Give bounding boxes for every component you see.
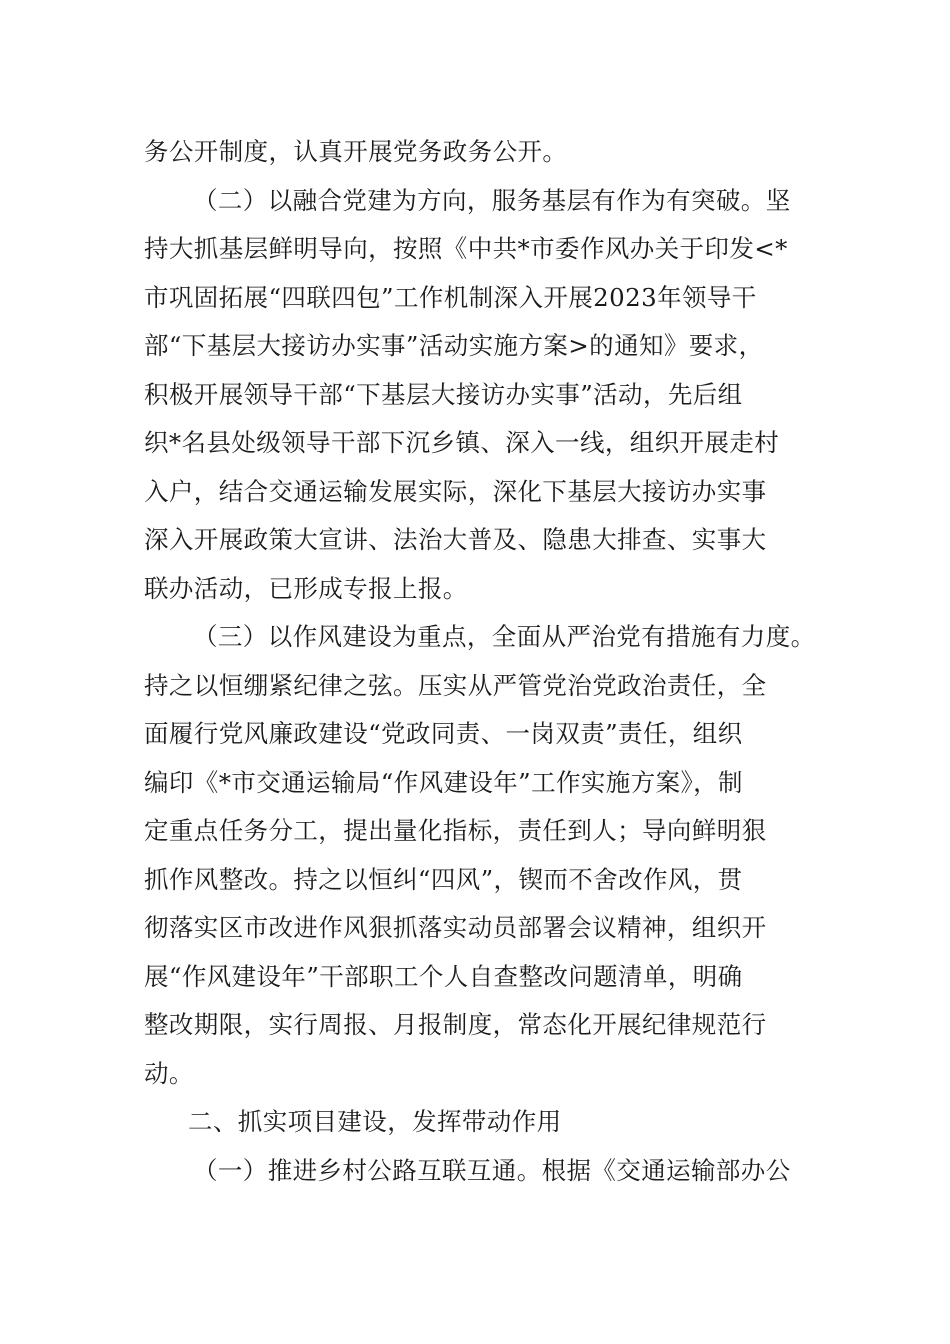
text-line: 抓作风整改。持之以恒纠“四风”，锲而不舍改作风，贯 — [144, 864, 743, 894]
text-line: 编印《*市交通运输局“作风建设年”工作实施方案》，制 — [144, 767, 743, 797]
section-heading — [144, 1098, 808, 1147]
text-line: 织*名县处级领导干部下沉乡镇、深入一线，组织开展走村 — [144, 428, 780, 457]
paragraph-1 — [144, 128, 808, 177]
text-line: （三）以作风建设为重点，全面从严治党有措施有力度。 — [193, 622, 816, 651]
text-line: 展“作风建设年”干部职工个人自查整改问题清单，明确 — [144, 961, 743, 991]
paragraph-3 — [144, 613, 816, 1098]
paragraph-4 — [144, 1147, 808, 1196]
text-line: 积极开展领导干部“下基层大接访办实事”活动，先后组 — [144, 379, 743, 409]
text-line: 入户，结合交通运输发展实际，深化下基层大接访办实事 — [144, 476, 767, 506]
text-line: 部“下基层大接访办实事”活动实施方案>的通知》要求， — [144, 331, 764, 360]
text-line: 动。 — [144, 1058, 194, 1088]
text-line: 二、抓实项目建设，发挥带动作用 — [188, 1107, 562, 1136]
text-line: 面履行党风廉政建设“党政同责、一岗双责”责任，组织 — [144, 719, 743, 748]
text-line: （一）推进乡村公路互联互通。根据《交通运输部办公 — [193, 1155, 791, 1185]
text-line: 市巩固拓展“四联四包”工作机制深入开展2023年领导干 — [144, 282, 757, 312]
paragraph-2 — [144, 177, 808, 614]
text-line: 整改期限，实行周报、月报制度，常态化开展纪律规范行 — [144, 1010, 767, 1039]
text-line: 持之以恒绷紧纪律之弦。压实从严管党治党政治责任，全 — [144, 670, 767, 700]
document-body — [144, 128, 816, 1195]
text-line: 务公开制度，认真开展党务政务公开。 — [144, 137, 568, 166]
text-line: （二）以融合党建为方向，服务基层有作为有突破。坚 — [193, 185, 791, 215]
text-line: 深入开展政策大宣讲、法治大普及、隐患大排查、实事大 — [144, 525, 767, 554]
text-line: 定重点任务分工，提出量化指标，责任到人；导向鲜明狠 — [144, 816, 767, 845]
text-line: 持大抓基层鲜明导向，按照《中共*市委作风办关于印发<* — [144, 234, 788, 263]
text-line: 联办活动，已形成专报上报。 — [144, 573, 468, 603]
text-line: 彻落实区市改进作风狠抓落实动员部署会议精神，组织开 — [144, 913, 767, 942]
